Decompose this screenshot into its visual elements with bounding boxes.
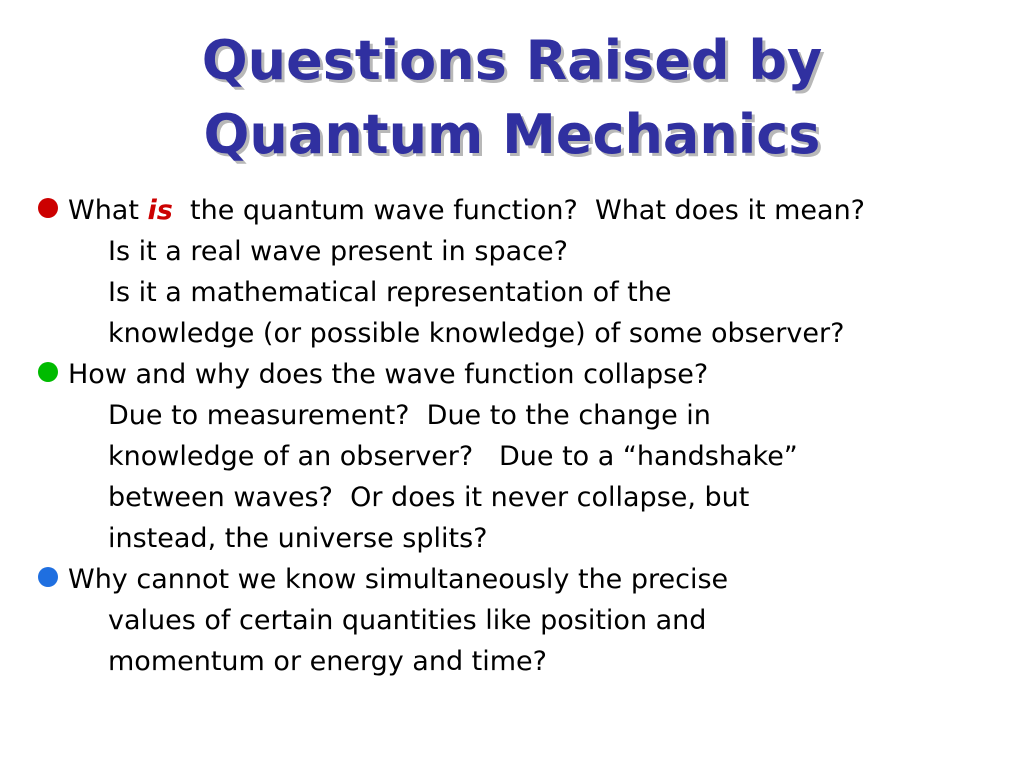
slide-title-line-2: Quantum Mechanics (203, 103, 821, 166)
bullet-2-sub-3: between waves? Or does it never collapse, but (108, 482, 750, 513)
bullet-1-sub-2: Is it a mathematical representation of the (108, 277, 672, 308)
bullet-3-sub-1: values of certain quantities like position and (108, 605, 707, 636)
bullet-2 (38, 354, 1008, 395)
bullet-3-sub-2: momentum or energy and time? (108, 646, 548, 677)
bullet-2-sub-1: Due to measurement? Due to the change in (108, 400, 711, 431)
bullet-1-sub-1: Is it a real wave present in space? (108, 236, 568, 267)
bullet-1-emphasis: is (147, 195, 173, 226)
green-bullet-icon (38, 362, 58, 382)
bullet-2-sub-2: knowledge of an observer? Due to a “handshake” (108, 441, 798, 472)
bullet-1-lead-rest: the quantum wave function? What does it mean? (172, 195, 866, 226)
bullet-1-lead: What (68, 195, 148, 226)
red-bullet-icon (38, 198, 58, 218)
slide-body (38, 190, 1008, 682)
bullet-2-sub-4: instead, the universe splits? (108, 523, 488, 554)
bullet-3 (38, 559, 1008, 600)
bullet-2-lead: How and why does the wave function collapse? (68, 359, 709, 390)
bullet-1-sub-3: knowledge (or possible knowledge) of some observer? (108, 318, 845, 349)
slide-title-line-1: Questions Raised by (201, 29, 823, 92)
slide-title (0, 24, 1024, 172)
bullet-3-lead: Why cannot we know simultaneously the precise (68, 564, 729, 595)
bullet-1 (38, 190, 1008, 231)
blue-bullet-icon (38, 567, 58, 587)
